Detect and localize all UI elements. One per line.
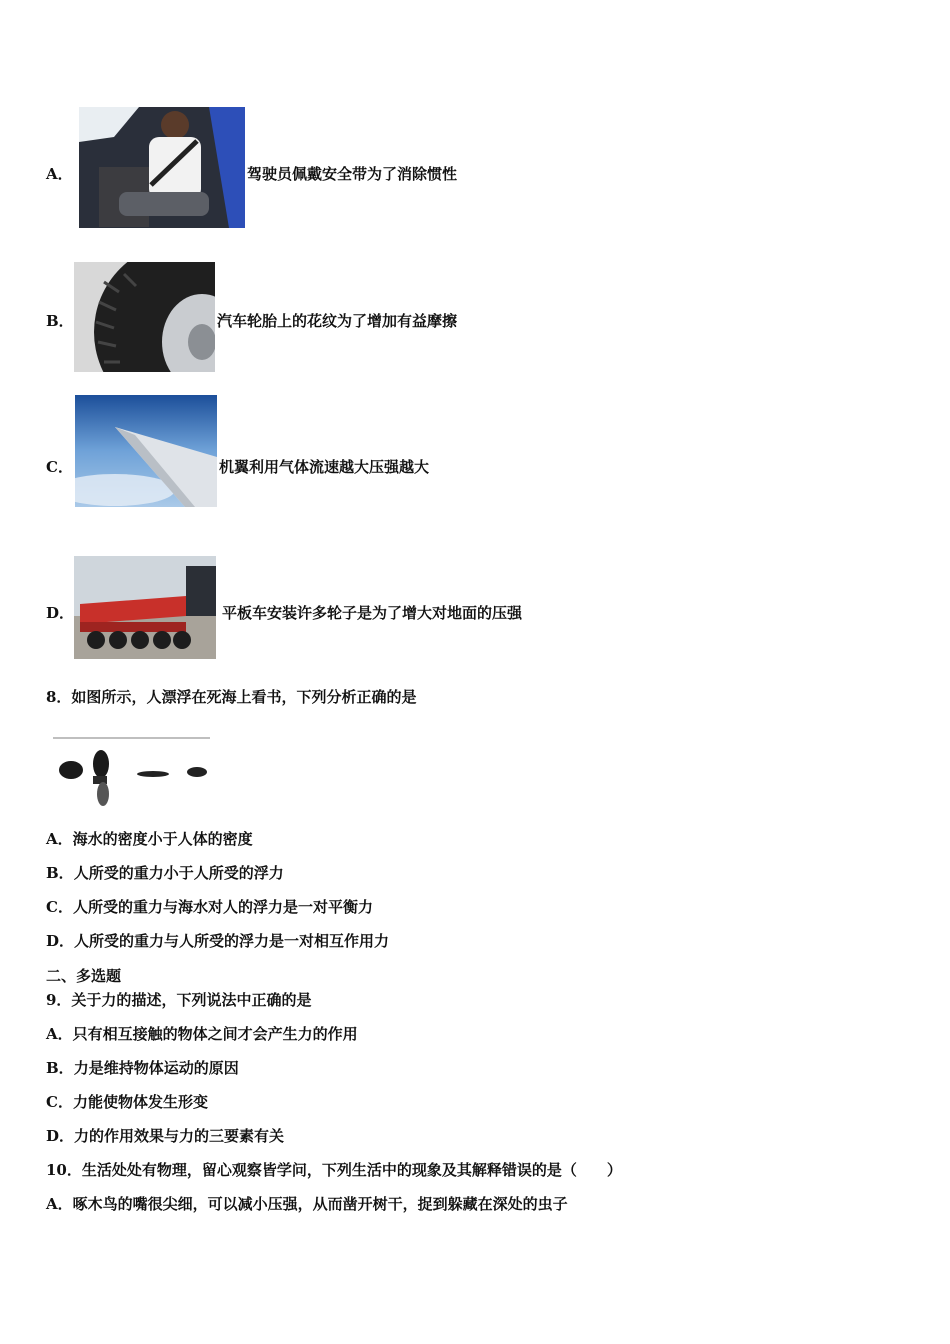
q8-option-c: C．人所受的重力与海水对人的浮力是一对平衡力: [46, 898, 373, 916]
q7-option-d-label: D．: [46, 604, 75, 622]
q8-option-a: A．海水的密度小于人体的密度: [46, 830, 253, 848]
flatbed-truck-photo: [74, 556, 216, 659]
q7-option-b-label: B．: [46, 312, 74, 330]
car-tire-photo: [74, 262, 215, 372]
q7-option-d-text: 平板车安装许多轮子是为了增大对地面的压强: [222, 604, 523, 622]
q7-option-c-text: 机翼利用气体流速越大压强越大: [219, 458, 430, 476]
q7-option-a-text: 驾驶员佩戴安全带为了消除惯性: [247, 165, 458, 183]
dead-sea-floating-photo: [53, 734, 210, 809]
q8-option-b: B．人所受的重力小于人所受的浮力: [46, 864, 284, 882]
section-2-title: 二、多选题: [46, 967, 122, 985]
q8-option-d: D．人所受的重力与人所受的浮力是一对相互作用力: [46, 932, 390, 950]
q7-option-b-text: 汽车轮胎上的花纹为了增加有益摩擦: [217, 312, 458, 330]
q9-option-b: B．力是维持物体运动的原因: [46, 1059, 239, 1077]
q9-option-c: C．力能使物体发生形变: [46, 1093, 208, 1111]
q9-stem: 9．关于力的描述，下列说法中正确的是: [46, 991, 312, 1009]
q9-option-a: A．只有相互接触的物体之间才会产生力的作用: [46, 1025, 358, 1043]
airplane-wing-photo: [75, 395, 217, 507]
q9-option-d: D．力的作用效果与力的三要素有关: [46, 1127, 285, 1145]
q7-option-a-label: A．: [46, 165, 73, 183]
q7-option-c-label: C．: [46, 458, 73, 476]
q10-option-a: A．啄木鸟的嘴很尖细，可以减小压强，从而凿开树干，捉到躲藏在深处的虫子: [46, 1195, 568, 1213]
q10-stem: 10．生活处处有物理，留心观察皆学问，下列生活中的现象及其解释错误的是（ ）: [46, 1161, 622, 1179]
driver-seatbelt-photo: [79, 107, 245, 228]
q8-stem: 8．如图所示，人漂浮在死海上看书，下列分析正确的是: [46, 688, 417, 706]
